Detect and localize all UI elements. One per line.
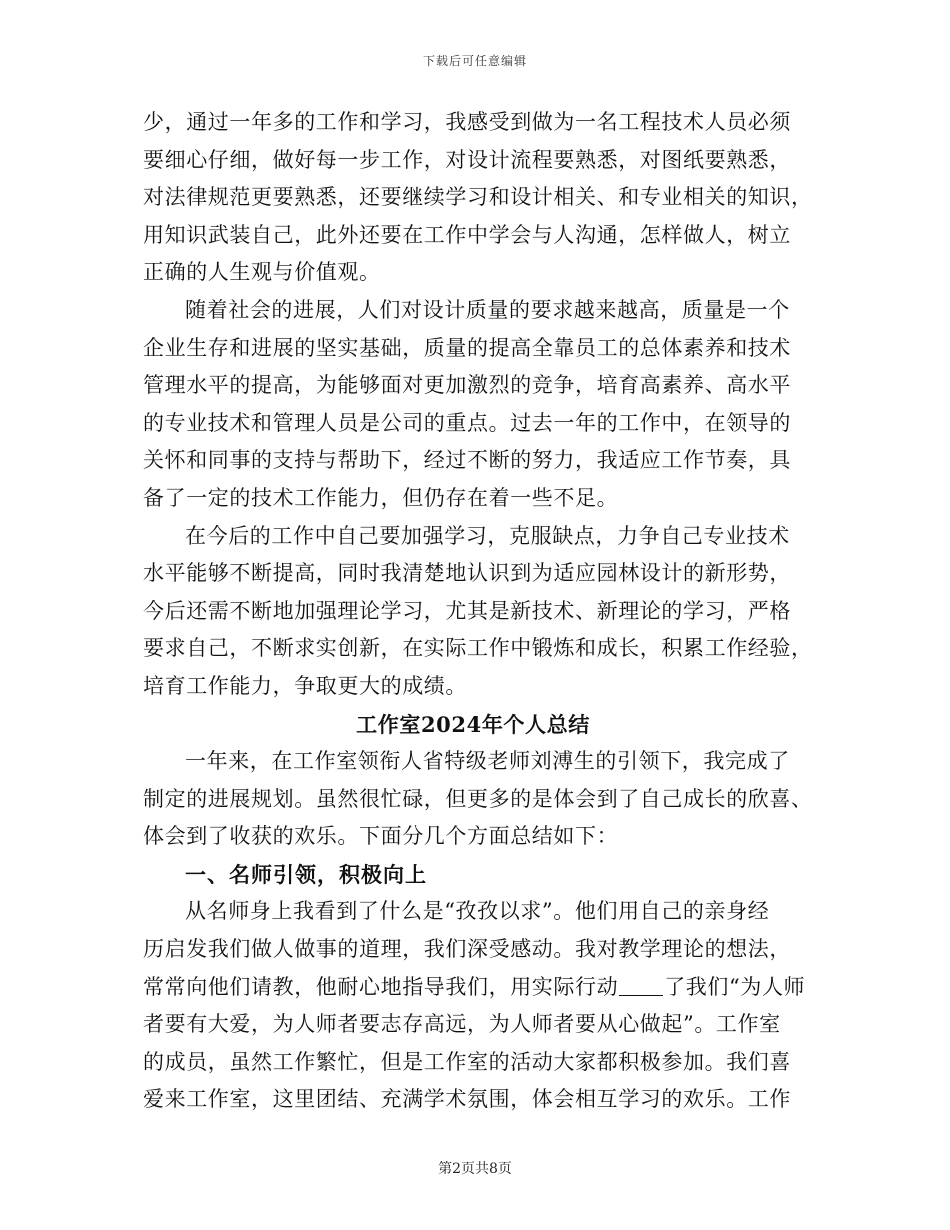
text-line: 爱来工作室，这里团结、充满学术氛围，体会相互学习的欢乐。工作: [143, 1087, 791, 1112]
text-line: 正确的人生观与价值观。: [143, 260, 381, 285]
text-line: 要求自己，不断求实创新，在实际工作中锻炼和成长，积累工作经验，: [143, 636, 813, 661]
text-line: 关怀和同事的支持与帮助下，经过不断的努力，我适应工作节奏，具: [143, 448, 791, 473]
text-line: 体会到了收获的欢乐。下面分几个方面总结如下：: [143, 824, 619, 849]
text-line: 管理水平的提高，为能够面对更加激烈的竞争，培育高素养、高水平: [143, 373, 791, 398]
text-line: 的专业技术和管理人员是公司的重点。过去一年的工作中，在领导的: [143, 410, 791, 435]
section-title: 工作室2024年个人总结: [356, 711, 590, 737]
text-line: 今后还需不断地加强理论学习，尤其是新技术、新理论的学习，严格: [143, 598, 791, 623]
text-line: 者要有大爱，为人师者要志存高远，为人师者要从心做起”。工作室: [143, 1012, 781, 1037]
text-line: 历启发我们做人做事的道理，我们深受感动。我对教学理论的想法，: [143, 937, 791, 962]
text-line: [143, 969, 806, 1007]
text-line: 企业生存和进展的坚实基础，质量的提高全靠员工的总体素养和技术: [143, 335, 791, 360]
paragraph: [143, 743, 813, 856]
text-line: 用知识武装自己，此外还要在工作中学会与人沟通，怎样做人，树立: [143, 222, 791, 247]
text-line: 制定的进展规划。虽然很忙碌，但更多的是体会到了自己成长的欣喜、: [143, 786, 813, 811]
subheading: 一、名师引领，积极向上: [185, 861, 427, 887]
text-line: 少，通过一年多的工作和学习，我感受到做为一名工程技术人员必须: [143, 110, 791, 134]
text-line: 的成员，虽然工作繁忙，但是工作室的活动大家都积极参加。我们喜: [143, 1049, 791, 1074]
text-segment: 常常向他们请教，他耐心地指导我们，用实际行动: [143, 974, 619, 999]
text-line: 随着社会的进展，人们对设计质量的要求越来越高，质量是一个: [185, 297, 790, 322]
text-line: 一年来，在工作室领衔人省特级老师刘溥生的引领下，我完成了: [185, 749, 790, 774]
text-line: 在今后的工作中自己要加强学习，克服缺点，力争自己专业技术: [185, 523, 790, 548]
text-line: 要细心仔细，做好每一步工作，对设计流程要熟悉，对图纸要熟悉，: [143, 147, 791, 172]
text-segment: 了我们“为人师: [664, 974, 806, 999]
paragraph: [143, 893, 806, 1119]
text-line: 备了一定的技术工作能力，但仍存在着一些不足。: [143, 485, 619, 510]
page-number: 第2页共8页: [438, 1161, 512, 1177]
text-line: 从名师身上我看到了什么是“孜孜以求”。他们用自己的亲身经: [185, 899, 770, 924]
text-line: 培育工作能力，争取更大的成绩。: [143, 673, 467, 698]
header-note: 下载后可任意编辑: [422, 54, 527, 68]
text-line: 对法律规范更要熟悉，还要继续学习和设计相关、和专业相关的知识，: [143, 185, 813, 210]
paragraph: [143, 518, 813, 706]
document-body: [143, 104, 813, 1119]
fill-in-blank: [619, 975, 663, 996]
text-line: 水平能够不断提高，同时我清楚地认识到为适应园林设计的新形势，: [143, 561, 791, 586]
paragraph: [143, 104, 813, 292]
paragraph: [143, 292, 803, 518]
